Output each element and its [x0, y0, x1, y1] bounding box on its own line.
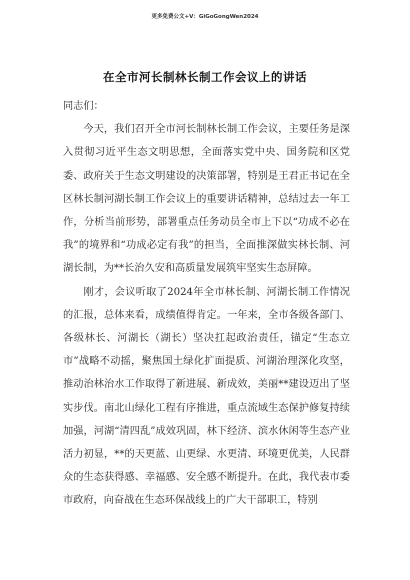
- header-note: 更多免费公文+V：GiGoGongWen2024: [151, 14, 259, 20]
- document-body: [63, 95, 350, 513]
- document-title: 在全市河长制林长制工作会议上的讲话: [103, 70, 307, 84]
- salutation: 同志们：: [63, 101, 104, 112]
- paragraph-1: 今天，我们召开全市河长制林长制工作会议，主要任务是深入贯彻习近平生态文明思想，全面落实党中央、国务院和区党委、政府关于生态文明建设的决策部署，特别是王君正书记在全区林长制河湖长制工作会议上的重要讲话精神，总结过去一年工作，分析当前形势，部署重点任务动员全市上下以“功成不必在我”的境界和“功成必定有我”的担当，全面推深做实林长制、河湖长制，为**长治久安和高质量发展筑牢坚实生态屏障。: [63, 124, 350, 275]
- paragraph-2: 刚才，会议听取了2024年全市林长制、河湖长制工作情况的汇报，总体来看，成绩值得肯定。一年来，全市各级各部门、各级林长、河湖长（湖长）坚决扛起政治责任，锚定“生态立市”战略不动摇，聚焦国土绿化扩面提质、河湖治理深化攻坚，推动治林治水工作取得了新进展、新成效，美丽**建设迈出了坚实步伐。南北山绿化工程有序推进，重点流域生态保护修复持续加强，河湖“清四乱”成效巩固，林下经济、滨水休闲等生态产业活力初显，**的天更蓝、山更绿、水更清、环境更优美，人民群众的生态获得感、幸福感、安全感不断提升。在此，我代表市委市政府，向奋战在生态环保战线上的广大干部职工，特别: [63, 286, 350, 507]
